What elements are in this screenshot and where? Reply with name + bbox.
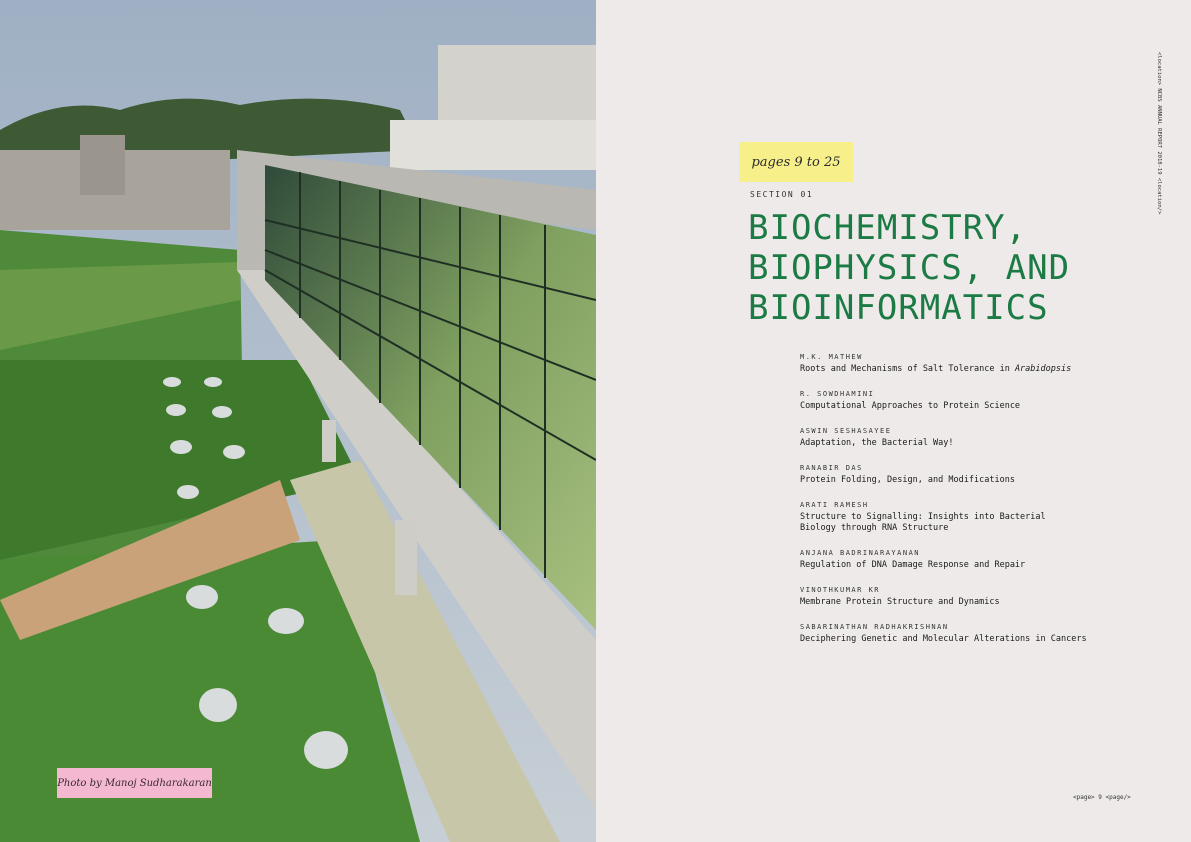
list-item bbox=[800, 623, 1120, 645]
contents-list bbox=[800, 353, 1120, 660]
list-item bbox=[800, 549, 1120, 571]
researcher-name: ARATI RAMESH bbox=[800, 501, 869, 509]
researcher-name: ASWIN SESHASAYEE bbox=[800, 427, 892, 435]
list-item bbox=[800, 464, 1120, 486]
researcher-name: SABARINATHAN RADHAKRISHNAN bbox=[800, 623, 949, 631]
research-topic: Membrane Protein Structure and Dynamics bbox=[800, 597, 1000, 607]
research-topic: Structure to Signalling: Insights into Bacterial Biology through RNA Structure bbox=[800, 512, 1046, 533]
photo-credit: Photo by Manoj Sudharakaran bbox=[57, 768, 212, 798]
running-header: <location> NCBS ANNUAL REPORT 2018-19 <location/> bbox=[1156, 52, 1162, 215]
list-item bbox=[800, 586, 1120, 608]
research-topic: Deciphering Genetic and Molecular Alterations in Cancers bbox=[800, 634, 1087, 644]
researcher-name: R. SOWDHAMINI bbox=[800, 390, 875, 398]
section-title bbox=[748, 208, 1168, 328]
research-topic: Protein Folding, Design, and Modifications bbox=[800, 475, 1015, 485]
list-item bbox=[800, 390, 1120, 412]
list-item bbox=[800, 501, 1120, 534]
list-item bbox=[800, 353, 1120, 375]
title-line: BIOPHYSICS, AND bbox=[748, 248, 1071, 288]
researcher-name: RANABIR DAS bbox=[800, 464, 863, 472]
research-topic: Adaptation, the Bacterial Way! bbox=[800, 438, 954, 448]
research-topic: Computational Approaches to Protein Science bbox=[800, 401, 1021, 411]
title-line: BIOINFORMATICS bbox=[748, 288, 1049, 328]
researcher-name: ANJANA BADRINARAYANAN bbox=[800, 549, 921, 557]
pages-range-tag: pages 9 to 25 bbox=[739, 142, 853, 182]
title-line: BIOCHEMISTRY, bbox=[748, 208, 1028, 248]
page-number: <page> 9 <page/> bbox=[1073, 794, 1131, 801]
researcher-name: M.K. MATHEW bbox=[800, 353, 863, 361]
research-topic: Roots and Mechanisms of Salt Tolerance in Arabidopsis bbox=[800, 364, 1072, 374]
researcher-name: VINOTHKUMAR KR bbox=[800, 586, 881, 594]
research-topic: Regulation of DNA Damage Response and Repair bbox=[800, 560, 1026, 570]
section-label: SECTION 01 bbox=[750, 190, 814, 199]
list-item bbox=[800, 427, 1120, 449]
section-intro-page bbox=[596, 0, 1191, 842]
